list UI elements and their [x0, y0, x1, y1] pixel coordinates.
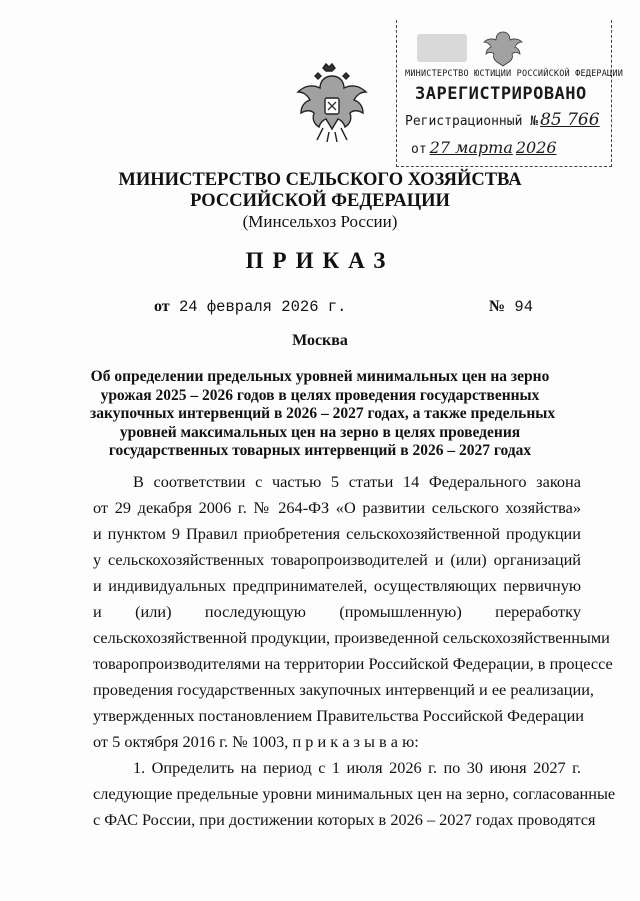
body-line: сельскохозяйственной продукции, произведенной сельскохозяйственными: [93, 628, 610, 647]
body-line: с ФАС России, при достижении которых в 2026 – 2027 годах проводятся: [93, 810, 596, 829]
order-number-value: 94: [514, 298, 533, 316]
body-line: 1. Определить на период с 1 июля 2026 г. по 30 июня 2027 г.: [133, 758, 581, 777]
order-number: [489, 298, 533, 316]
order-number-prefix: №: [489, 298, 506, 315]
ministry-name-line2: РОССИЙСКОЙ ФЕДЕРАЦИИ: [190, 191, 450, 211]
stamp-date: [411, 138, 557, 157]
stamp-ministry-label: МИНИСТЕРСТВО ЮСТИЦИИ РОССИЙСКОЙ ФЕДЕРАЦИИ: [405, 69, 624, 79]
coat-of-arms-emblem: [293, 62, 371, 146]
registration-stamp: [396, 20, 624, 167]
stamp-reg-label: Регистрационный №: [405, 114, 539, 129]
stamp-registered-label: ЗАРЕГИСТРИРОВАНО: [415, 84, 587, 104]
body-line: товаропроизводителями на территории Российской Федерации, в процессе: [93, 654, 613, 673]
body-line: у сельскохозяйственных товаропроизводителей и (или) организаций: [93, 550, 581, 569]
document-type-title: ПРИКАЗ: [245, 248, 395, 273]
stamp-registration-number: [405, 110, 600, 130]
body-line: утвержденных постановлением Правительства Российской Федерации: [93, 706, 585, 725]
body-line: от 5 октября 2016 г. № 1003, п р и к а з ы в а ю:: [93, 732, 419, 751]
body-line: и индивидуальных предпринимателей, осуществляющих первичную: [93, 576, 581, 595]
body-line: и (или) последующую (промышленную) переработку: [93, 602, 581, 621]
heading-line: государственных товарных интервенций в 2026 – 2027 годах: [108, 442, 532, 460]
order-date-prefix: от: [154, 298, 170, 315]
order-date: [154, 298, 346, 316]
ministry-short-name: (Минсельхоз России): [242, 212, 398, 231]
heading-line: урожая 2025 – 2026 годов в целях проведения государственных: [100, 386, 540, 404]
stamp-smudge: [417, 34, 467, 62]
body-line: от 29 декабря 2006 г. № 264-ФЗ «О развитии сельского хозяйства»: [93, 498, 581, 517]
body-line: следующие предельные уровни минимальных цен на зерно, согласованные: [93, 784, 616, 803]
stamp-reg-number-handwritten: 85 766: [540, 110, 600, 130]
body-line: и пунктом 9 Правил приобретения сельскохозяйственной продукции: [93, 524, 581, 543]
stamp-date-handwritten: 27 марта: [429, 138, 513, 157]
body-line: В соответствии с частью 5 статьи 14 Федерального закона: [133, 472, 581, 491]
heading-line: закупочных интервенций в 2026 – 2027 годах, а также предельных: [90, 405, 556, 423]
order-date-value: 24 февраля 2026 г.: [178, 298, 347, 316]
heading-line: Об определении предельных уровней минимальных цен на зерно: [90, 368, 550, 385]
order-heading: [90, 368, 556, 461]
stamp-emblem-icon: [483, 28, 523, 68]
city-name: Москва: [292, 332, 348, 349]
stamp-date-prefix: от: [411, 142, 427, 157]
body-line: проведения государственных закупочных интервенций и ее реализации,: [93, 680, 594, 699]
heading-line: уровней максимальных цен на зерно в целях проведения: [119, 423, 521, 441]
stamp-date-year: 2026: [515, 138, 557, 157]
ministry-name-line1: МИНИСТЕРСТВО СЕЛЬСКОГО ХОЗЯЙСТВА: [118, 170, 522, 190]
